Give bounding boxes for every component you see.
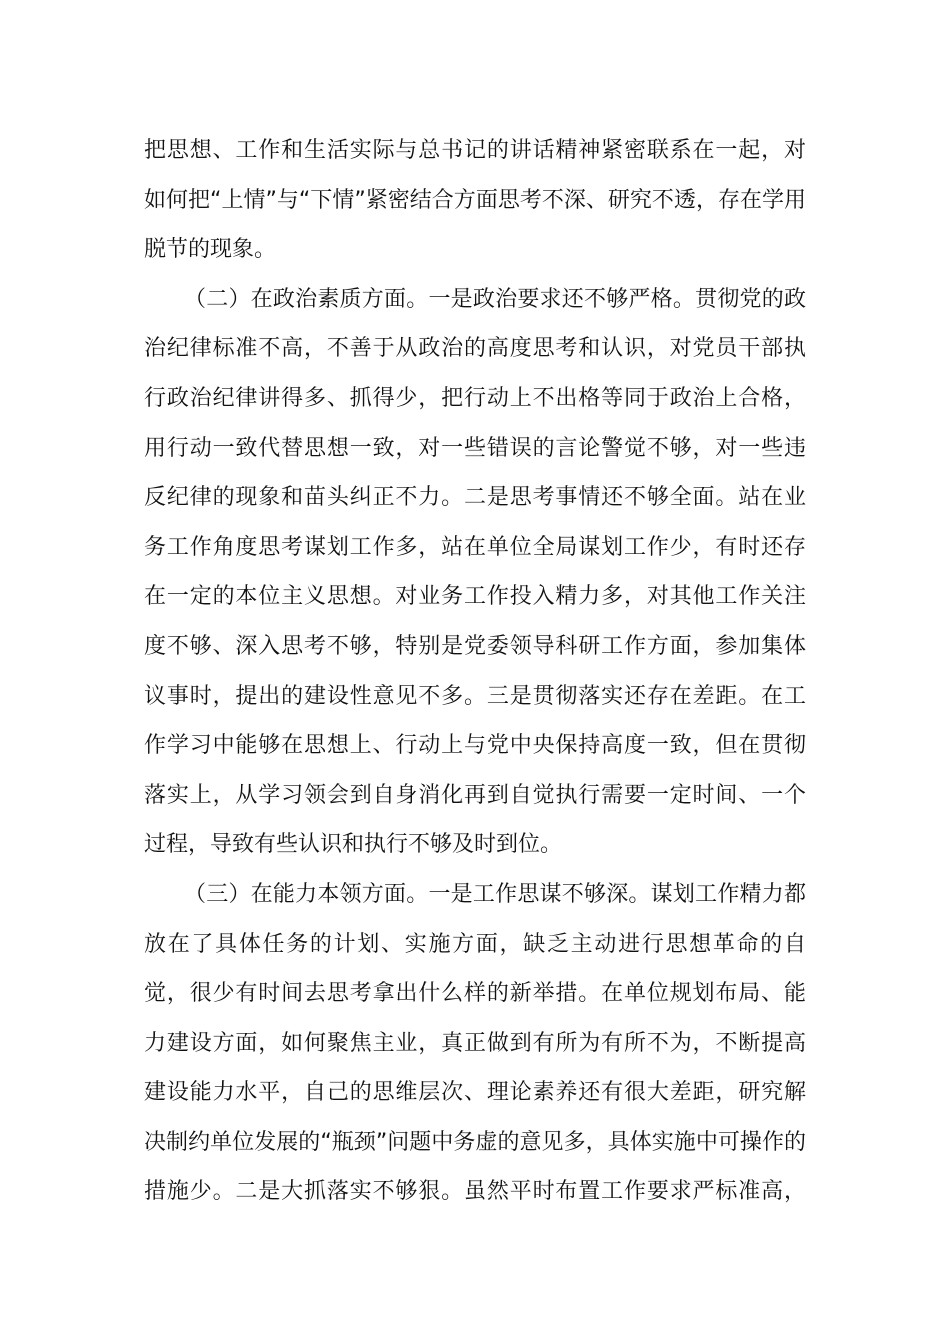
body-text [144, 126, 806, 1217]
text-line: 议事时，提出的建设性意见不多。三是贯彻落实还存在差距。在工 [144, 683, 806, 709]
text-line: 力建设方面，如何聚焦主业，真正做到有所为有所不为，不断提高 [144, 1030, 806, 1056]
text-line: 把思想、工作和生活实际与总书记的讲话精神紧密联系在一起，对 [144, 138, 806, 163]
text-line: 反纪律的现象和苗头纠正不力。二是思考事情还不够全面。站在业 [144, 485, 806, 511]
text-line: 落实上，从学习领会到自身消化再到自觉执行需要一定时间、一个 [144, 782, 806, 808]
section-heading-line: （二）在政治素质方面。一是政治要求还不够严格。贯彻党的政 [184, 286, 806, 312]
text-line: 如何把“上情”与“下情”紧密结合方面思考不深、研究不透，存在学用 [144, 187, 806, 213]
text-line: 作学习中能够在思想上、行动上与党中央保持高度一致，但在贯彻 [144, 733, 806, 759]
text-line: 行政治纪律讲得多、抓得少，把行动上不出格等同于政治上合格， [144, 385, 806, 411]
text-line: 过程，导致有些认识和执行不够及时到位。 [144, 832, 563, 858]
text-line: 脱节的现象。 [144, 237, 277, 263]
text-line: 措施少。二是大抓落实不够狠。虽然平时布置工作要求严标准高， [144, 1179, 806, 1205]
text-line: 在一定的本位主义思想。对业务工作投入精力多，对其他工作关注 [144, 584, 806, 610]
text-line: 务工作角度思考谋划工作多，站在单位全局谋划工作少，有时还存 [144, 534, 806, 560]
text-line: 放在了具体任务的计划、实施方面，缺乏主动进行思想革命的自 [144, 931, 806, 957]
text-line: 觉，很少有时间去思考拿出什么样的新举措。在单位规划布局、能 [144, 981, 806, 1007]
text-line: 决制约单位发展的“瓶颈”问题中务虚的意见多，具体实施中可操作的 [144, 1129, 806, 1155]
text-line: 建设能力水平，自己的思维层次、理论素养还有很大差距，研究解 [144, 1080, 806, 1106]
text-line: 用行动一致代替思想一致，对一些错误的言论警觉不够，对一些违 [144, 435, 806, 461]
text-line: 度不够、深入思考不够，特别是党委领导科研工作方面，参加集体 [144, 633, 806, 659]
text-line: 治纪律标准不高，不善于从政治的高度思考和认识，对党员干部执 [144, 336, 806, 362]
section-heading-line: （三）在能力本领方面。一是工作思谋不够深。谋划工作精力都 [184, 881, 806, 907]
